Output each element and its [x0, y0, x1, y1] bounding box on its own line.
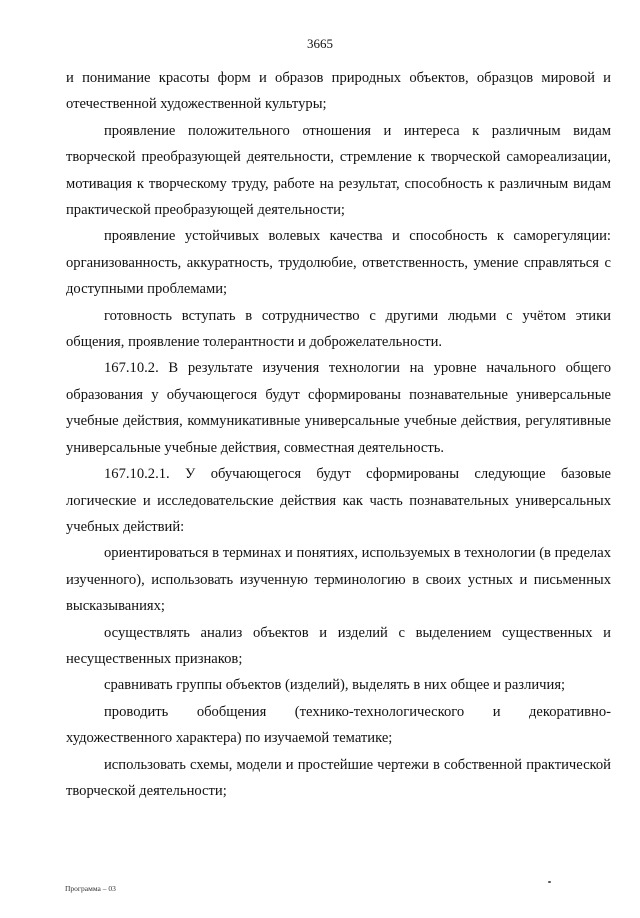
list-item: ориентироваться в терминах и понятиях, используемых в технологии (в пределах изученного), использовать изученную терминологию в своих устных и письменных высказываниях; — [66, 545, 611, 615]
paragraph: проявление положительного отношения и интереса к различным видам творческой преобразующей деятельности, стремление к творческой самореализации, мотивация к творческому труду, работе на результат, способность к различным видам практической преобразующей деятельности; — [66, 122, 611, 219]
list-item: использовать схемы, модели и простейшие чертежи в собственной практической творческой деятельности; — [66, 756, 611, 799]
list-item: осуществлять анализ объектов и изделий с выделением существенных и несущественных признаков; — [66, 624, 611, 667]
section-paragraph-167-10-2: 167.10.2. В результате изучения технологии на уровне начального общего образования у обучающегося будут сформированы познавательные универсальные учебные действия, коммуникативные универсальные учебные действия, регулятивные универсальные учебные действия, совместная деятельность. — [66, 360, 611, 456]
page-number: 3665 — [307, 36, 333, 51]
footer-label: Программа – 03 — [65, 884, 116, 893]
section-paragraph-167-10-2-1: 167.10.2.1. У обучающегося будут сформированы следующие базовые логические и исследовательские действия как часть познавательных универсальных учебных действий: — [66, 466, 611, 535]
document-body — [66, 65, 611, 804]
paragraph: проявление устойчивых волевых качества и способность к саморегуляции: организованность, аккуратность, трудолюбие, ответственность, умение справляться с доступными проблемами; — [66, 228, 611, 298]
paragraph: готовность вступать в сотрудничество с другими людьми с учётом этики общения, проявление толерантности и доброжелательности. — [66, 307, 611, 351]
paragraph-continuation: и понимание красоты форм и образов природных объектов, образцов мировой и отечественной художественной культуры; — [66, 70, 611, 113]
scan-speck — [548, 881, 551, 883]
list-item: сравнивать группы объектов (изделий), выделять в них общее и различия; — [104, 677, 566, 694]
list-item: проводить обобщения (технико-технологического и декоративно-художественного характера) по изучаемой тематике; — [66, 703, 611, 747]
